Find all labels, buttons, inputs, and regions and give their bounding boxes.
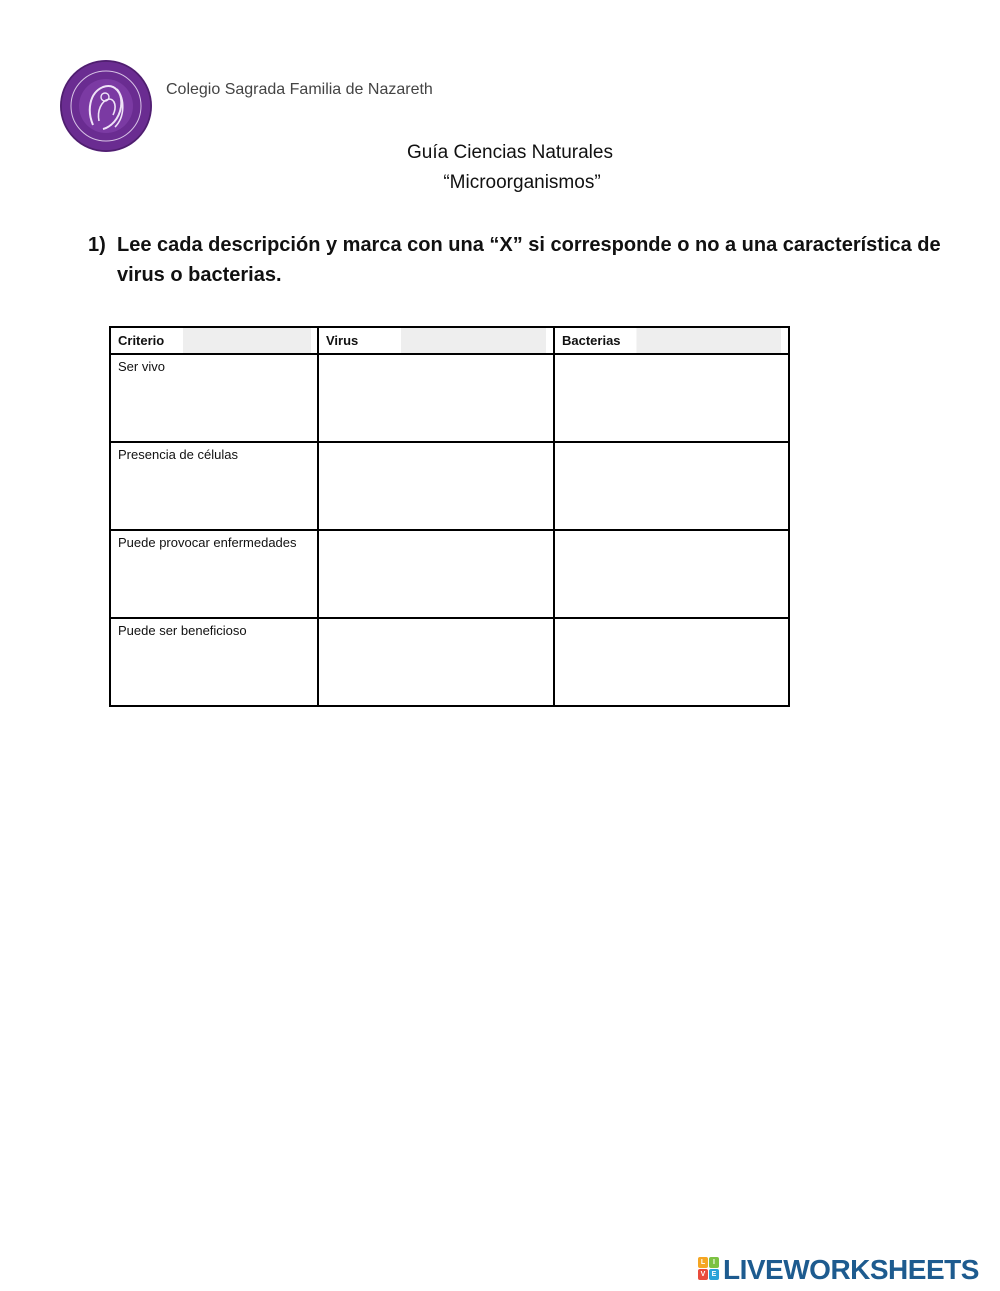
school-name: Colegio Sagrada Familia de Nazareth — [166, 81, 433, 98]
bacterias-answer-cell[interactable] — [554, 354, 789, 442]
table-row — [110, 530, 789, 618]
virus-answer-cell[interactable] — [318, 530, 554, 618]
document-subtitle: “Microorganismos” — [443, 172, 601, 193]
criteria-table — [109, 326, 790, 707]
liveworksheets-wordmark: LIVEWORKSHEETS — [723, 1254, 979, 1285]
table-header-row — [110, 327, 789, 354]
virus-answer-cell[interactable] — [318, 618, 554, 706]
table-row — [110, 354, 789, 442]
criterio-cell: Puede provocar enfermedades — [110, 530, 318, 618]
table-row — [110, 618, 789, 706]
header-bacterias: Bacterias — [554, 327, 789, 354]
criterio-cell: Puede ser beneficioso — [110, 618, 318, 706]
bacterias-answer-cell[interactable] — [554, 530, 789, 618]
instruction-text: Lee cada descripción y marca con una “X” si corresponde o no a una característica de virus o bacterias. — [117, 234, 941, 286]
virus-answer-cell[interactable] — [318, 442, 554, 530]
school-logo — [59, 59, 153, 153]
criterio-cell: Ser vivo — [110, 354, 318, 442]
header-criterio: Criterio — [110, 327, 318, 354]
bacterias-answer-cell[interactable] — [554, 618, 789, 706]
virus-answer-cell[interactable] — [318, 354, 554, 442]
liveworksheets-blocks-icon: L I V E — [698, 1257, 720, 1281]
instruction-number: 1) — [88, 234, 106, 256]
criterio-cell: Presencia de células — [110, 442, 318, 530]
header-virus: Virus — [318, 327, 554, 354]
bacterias-answer-cell[interactable] — [554, 442, 789, 530]
table-row — [110, 442, 789, 530]
document-title: Guía Ciencias Naturales — [407, 142, 613, 163]
